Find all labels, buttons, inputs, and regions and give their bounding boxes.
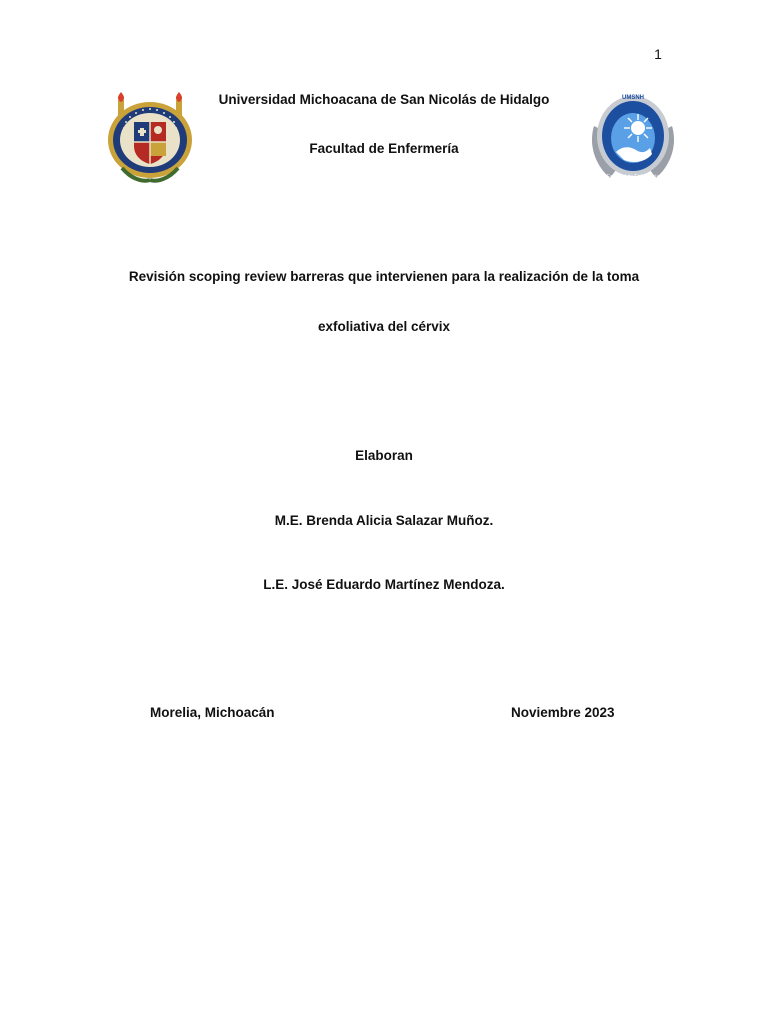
faculty-name: Facultad de Enfermería	[309, 141, 459, 156]
authors-heading: Elaboran	[355, 448, 413, 463]
footer-place: Morelia, Michoacán	[150, 705, 275, 720]
university-name: Universidad Michoacana de San Nicolás de Hidalgo	[218, 92, 550, 107]
footer-date: Noviembre 2023	[511, 705, 615, 720]
page-number: 1	[654, 46, 662, 62]
author-2: L.E. José Eduardo Martínez Mendoza.	[263, 577, 505, 592]
author-1: M.E. Brenda Alicia Salazar Muñoz.	[274, 513, 494, 528]
title-line-1: Revisión scoping review barreras que intervienen para la realización de la toma	[128, 269, 640, 284]
right-seal-bottom-text: Facultad de Enfermería	[606, 174, 660, 180]
title-line-2: exfoliativa del cérvix	[317, 319, 451, 334]
right-seal-top-text: UMSNH	[622, 95, 644, 101]
